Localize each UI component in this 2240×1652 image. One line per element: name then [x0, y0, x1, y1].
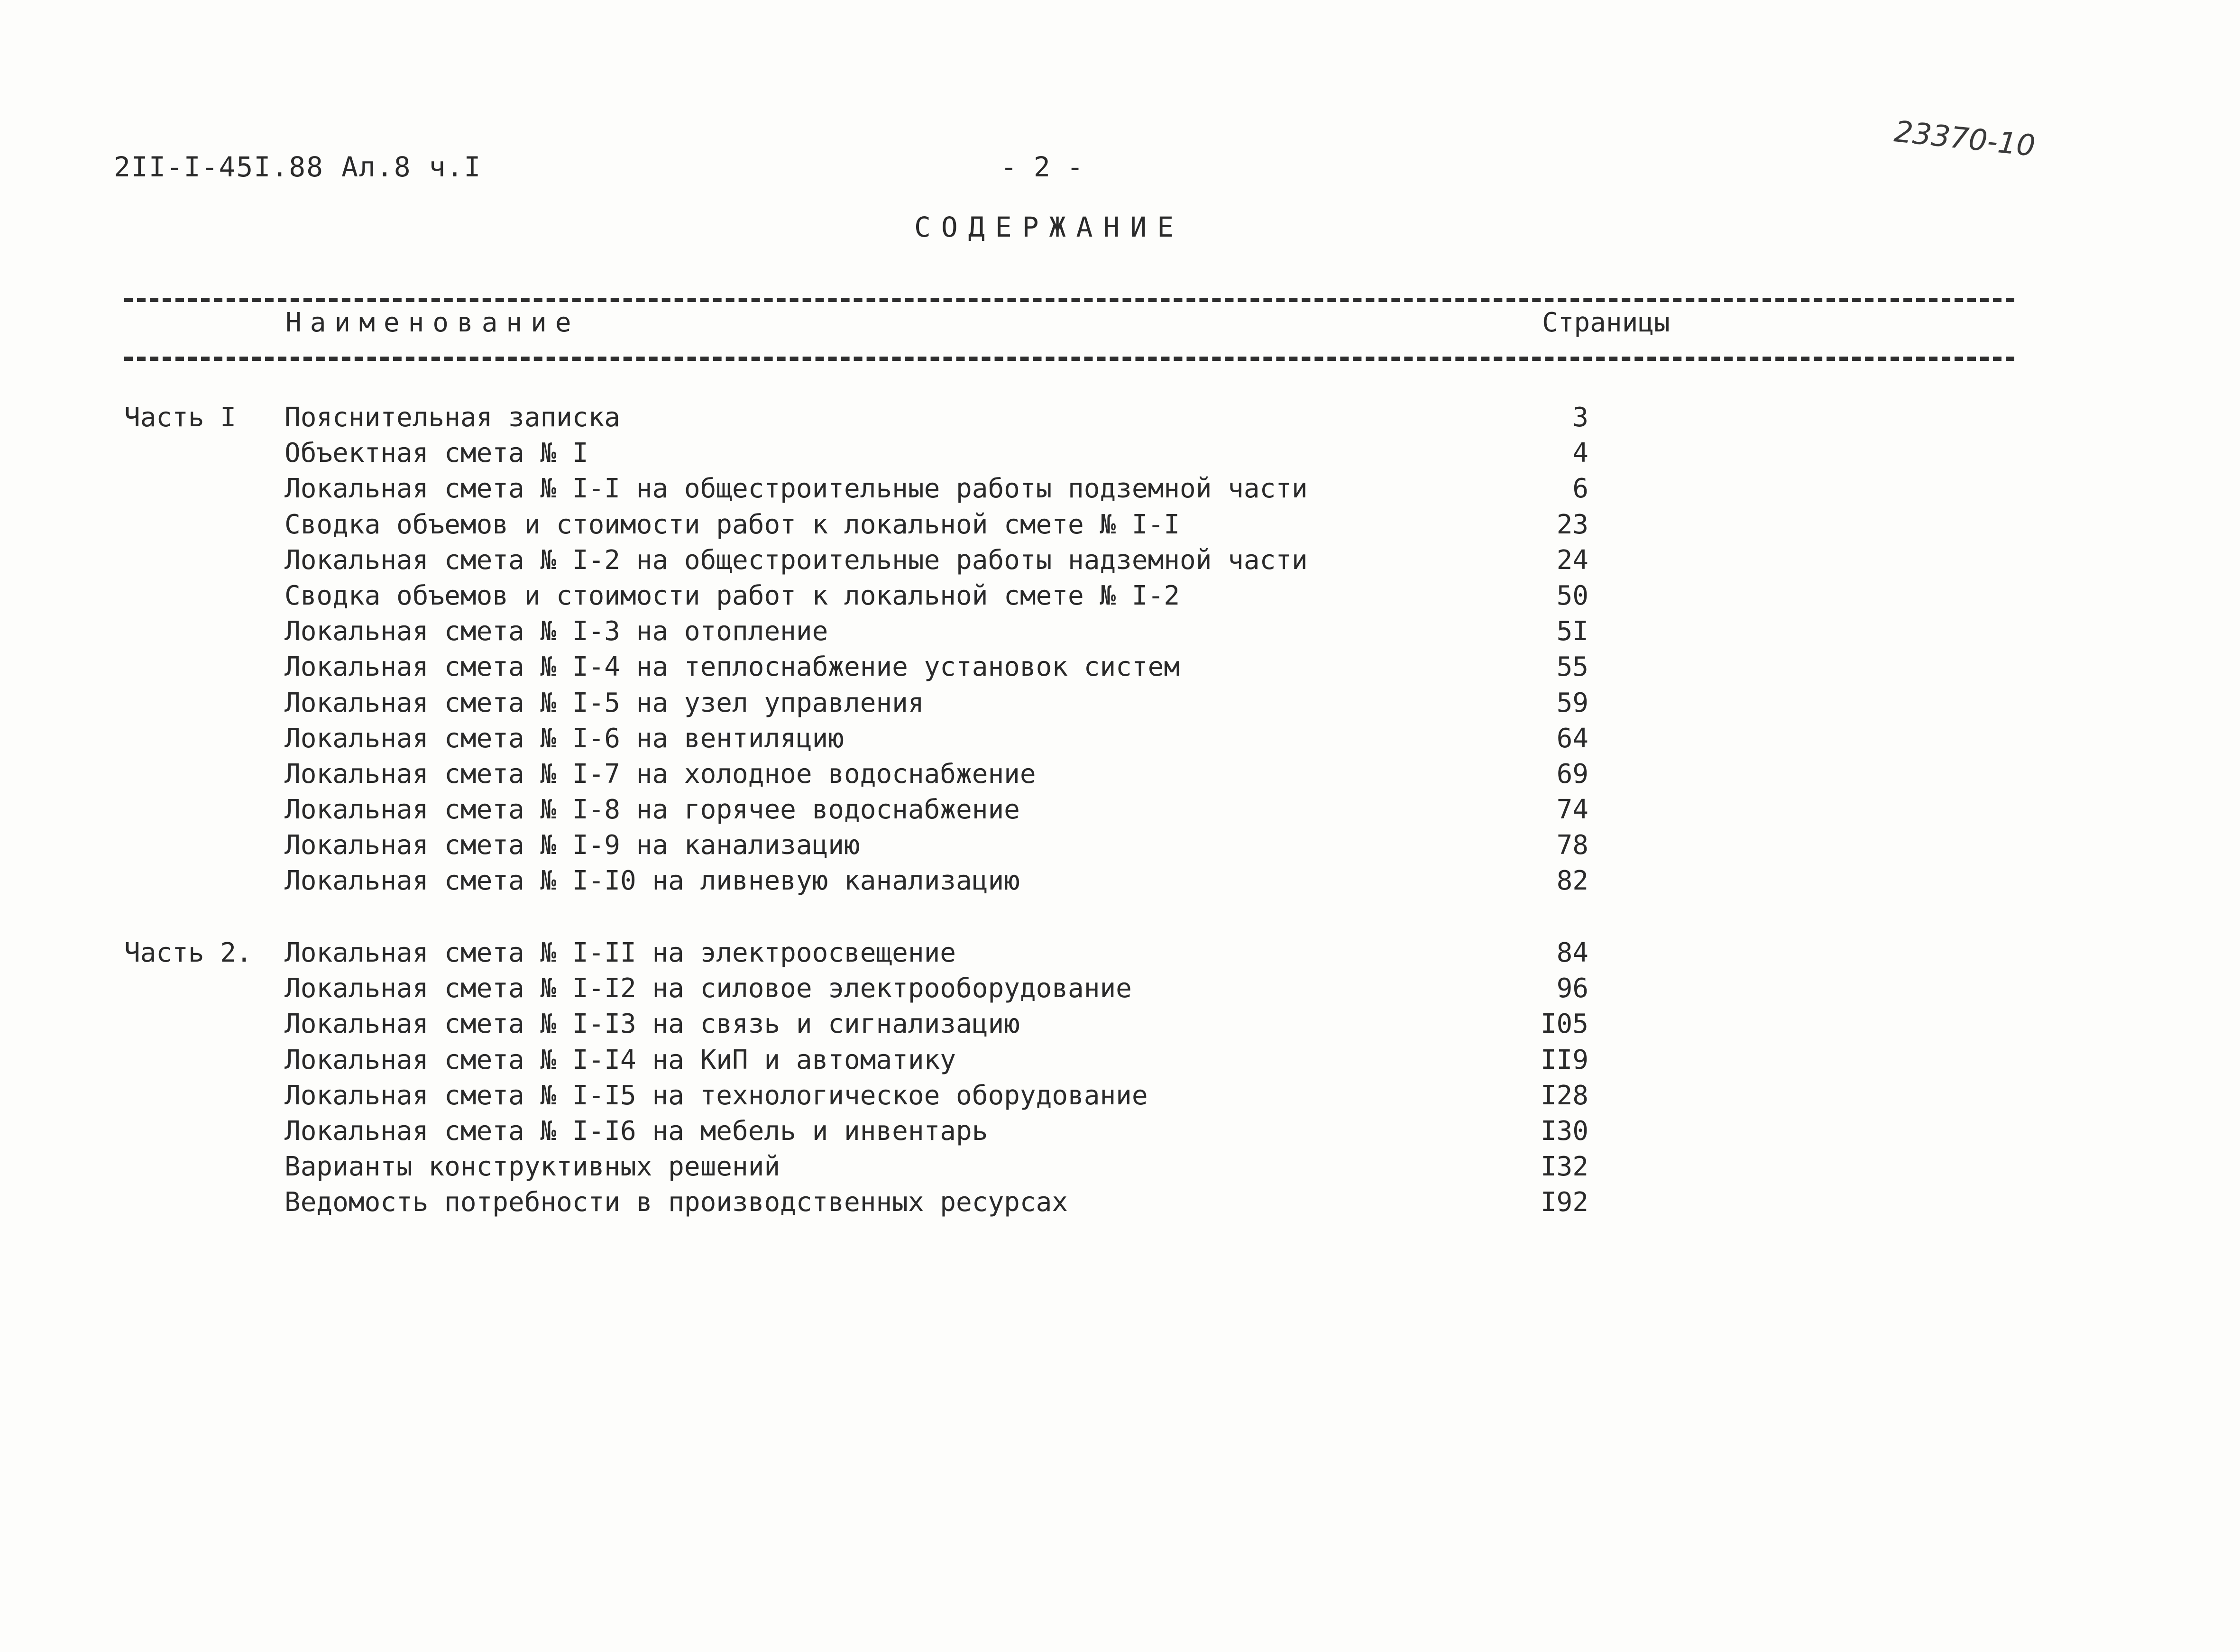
toc-entry-page: I05	[1540, 1009, 1588, 1040]
toc-entry-page: 23	[1556, 509, 1588, 540]
toc-entry-page: 84	[1556, 937, 1588, 968]
toc-entry-page: I30	[1540, 1115, 1588, 1147]
dashed-rule-bottom	[124, 357, 2014, 361]
toc-entry	[0, 1045, 2240, 1080]
page-number: - 2 -	[1001, 151, 1083, 183]
toc-entry	[0, 794, 2240, 830]
toc-entry-name: Локальная смета № I-II на электроосвещение	[285, 937, 956, 968]
toc-entry-name: Локальная смета № I-I2 на силовое электрооборудование	[285, 973, 1132, 1004]
toc-entry-page: 55	[1556, 652, 1588, 683]
part-1-label: Часть I	[124, 402, 237, 433]
toc-entry	[0, 1187, 2240, 1222]
toc-entry	[0, 438, 2240, 473]
toc-entry-name: Сводка объемов и стоимости работ к локальной смете № I-2	[285, 580, 1180, 611]
toc-entry	[0, 759, 2240, 794]
toc-entry-name: Локальная смета № I-I0 на ливневую канализацию	[285, 865, 1020, 897]
toc-entry-name: Локальная смета № I-8 на горячее водоснабжение	[285, 794, 1020, 826]
toc-entry-page: 6	[1572, 473, 1588, 505]
toc-entry-page: 5I	[1556, 616, 1588, 647]
toc-entry	[0, 1116, 2240, 1151]
toc-entry-name: Сводка объемов и стоимости работ к локальной смете № I-I	[285, 509, 1180, 540]
toc-entry	[0, 937, 2240, 973]
toc-entry-page: 78	[1556, 830, 1588, 861]
toc-entry	[0, 580, 2240, 616]
toc-entry-page: 82	[1556, 865, 1588, 897]
toc-entry-name: Локальная смета № I-3 на отопление	[285, 616, 828, 647]
toc-entry	[0, 973, 2240, 1009]
toc-entry-page: I28	[1540, 1080, 1588, 1111]
toc-entry-name: Пояснительная записка	[285, 402, 621, 433]
toc-entry	[0, 688, 2240, 723]
toc-entry-name: Локальная смета № I-4 на теплоснабжение установок систем	[285, 652, 1180, 683]
toc-entry-page: 96	[1556, 973, 1588, 1004]
toc-entry-name: Локальная смета № I-I4 на КиП и автоматику	[285, 1044, 956, 1075]
toc-entry-page: 69	[1556, 758, 1588, 789]
toc-entry	[0, 1151, 2240, 1187]
toc-entry-page: I92	[1540, 1187, 1588, 1218]
toc-entry	[0, 473, 2240, 509]
toc-entry-page: 64	[1556, 723, 1588, 754]
toc-entry	[0, 616, 2240, 652]
toc-entry-page: 4	[1572, 438, 1588, 469]
toc-entry-name: Локальная смета № I-9 на канализацию	[285, 830, 860, 861]
toc-entry	[0, 1080, 2240, 1116]
toc-entry	[0, 402, 2240, 438]
toc-entry-name: Локальная смета № I-I на общестроительные работы подземной части	[285, 473, 1308, 505]
toc-entry-name: Локальная смета № I-I3 на связь и сигнализацию	[285, 1009, 1020, 1040]
column-header-name: Наименование	[285, 307, 580, 338]
toc-entry-page: 59	[1556, 687, 1588, 718]
dashed-rule-top	[124, 298, 2014, 302]
toc-entry-name: Локальная смета № I-6 на вентиляцию	[285, 723, 845, 754]
toc-entry-page: 3	[1572, 402, 1588, 433]
toc-entry	[0, 830, 2240, 865]
part-1-entries	[0, 402, 2240, 901]
page-title: СОДЕРЖАНИЕ	[914, 211, 1184, 243]
toc-entry	[0, 1009, 2240, 1044]
toc-entry	[0, 509, 2240, 545]
toc-entry-name: Локальная смета № I-2 на общестроительные работы надземной части	[285, 544, 1308, 576]
toc-entry-page: I32	[1540, 1151, 1588, 1183]
toc-entry-name: Локальная смета № I-I5 на технологическое оборудование	[285, 1080, 1148, 1111]
document-code: 2II-I-45I.88 Ал.8 ч.I	[114, 151, 482, 183]
toc-entry-name: Локальная смета № I-I6 на мебель и инвентарь	[285, 1115, 988, 1147]
toc-entry-page: II9	[1540, 1044, 1588, 1075]
toc-entry-name: Локальная смета № I-7 на холодное водоснабжение	[285, 758, 1036, 789]
toc-entry-name: Локальная смета № I-5 на узел управления	[285, 687, 924, 718]
part-2-label: Часть 2.	[124, 937, 252, 968]
toc-entry	[0, 723, 2240, 759]
toc-entry-name: Варианты конструктивных решений	[285, 1151, 780, 1183]
toc-entry-page: 74	[1556, 794, 1588, 826]
toc-entry	[0, 652, 2240, 687]
toc-entry	[0, 545, 2240, 580]
handwritten-note: 23370-10	[1892, 114, 2037, 164]
toc-entry-name: Объектная смета № I	[285, 438, 588, 469]
part-2-entries	[0, 937, 2240, 1223]
toc-entry-page: 24	[1556, 544, 1588, 576]
toc-entry-page: 50	[1556, 580, 1588, 611]
toc-entry-name: Ведомость потребности в производственных ресурсах	[285, 1187, 1068, 1218]
column-header-pages: Страницы	[1542, 307, 1670, 338]
toc-entry	[0, 865, 2240, 901]
